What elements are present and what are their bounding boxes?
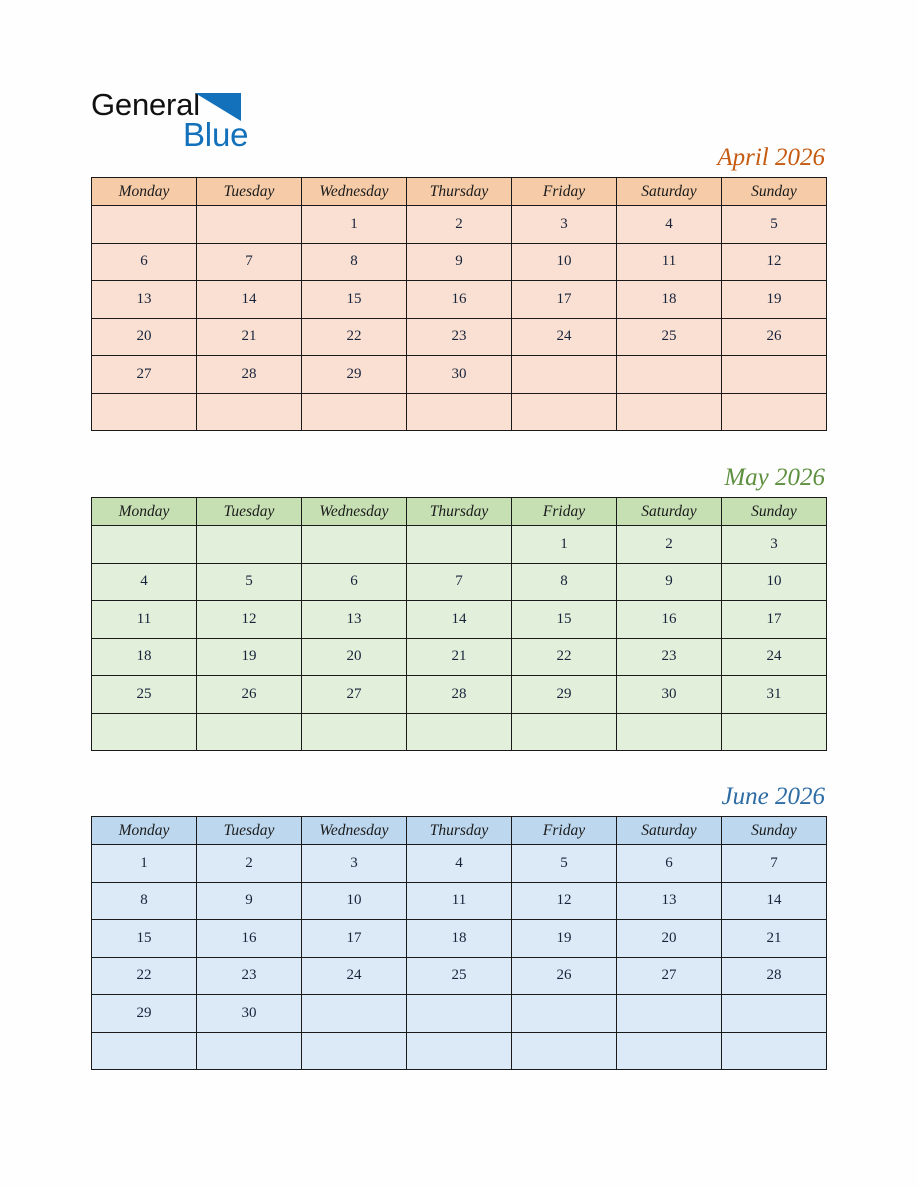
- day-cell[interactable]: 27: [302, 676, 407, 714]
- day-cell[interactable]: [407, 526, 512, 564]
- day-cell[interactable]: 16: [407, 281, 512, 319]
- logo-text-general: General: [91, 87, 200, 122]
- day-cell[interactable]: [722, 356, 827, 394]
- weekday-header-monday: Monday: [92, 498, 197, 526]
- day-cell[interactable]: 7: [407, 563, 512, 601]
- day-cell[interactable]: 20: [302, 638, 407, 676]
- day-cell[interactable]: 26: [197, 676, 302, 714]
- day-cell[interactable]: 25: [92, 676, 197, 714]
- day-cell[interactable]: 24: [722, 638, 827, 676]
- day-cell[interactable]: 7: [197, 243, 302, 281]
- day-cell[interactable]: 2: [617, 526, 722, 564]
- day-cell[interactable]: [722, 1032, 827, 1070]
- day-cell[interactable]: 13: [617, 882, 722, 920]
- calendar-table-may: [91, 497, 827, 751]
- day-cell[interactable]: [617, 1032, 722, 1070]
- month-title-may: May 2026: [724, 464, 825, 491]
- week-row: [92, 563, 827, 601]
- week-row: [92, 318, 827, 356]
- day-cell[interactable]: 11: [92, 601, 197, 639]
- day-cell[interactable]: 6: [92, 243, 197, 281]
- day-cell[interactable]: 18: [92, 638, 197, 676]
- day-cell[interactable]: 24: [512, 318, 617, 356]
- day-cell[interactable]: 14: [722, 882, 827, 920]
- day-cell[interactable]: 11: [617, 243, 722, 281]
- day-cell[interactable]: 20: [92, 318, 197, 356]
- weekday-header-wednesday: Wednesday: [302, 178, 407, 206]
- day-cell[interactable]: [512, 995, 617, 1033]
- day-cell[interactable]: 16: [197, 920, 302, 958]
- weekday-header-row: [92, 498, 827, 526]
- month-title-april: April 2026: [717, 144, 825, 171]
- weekday-header-tuesday: Tuesday: [197, 498, 302, 526]
- day-cell[interactable]: 27: [617, 957, 722, 995]
- day-cell[interactable]: [407, 713, 512, 751]
- day-cell[interactable]: [512, 393, 617, 431]
- day-cell[interactable]: 26: [722, 318, 827, 356]
- day-cell[interactable]: 23: [197, 957, 302, 995]
- weekday-header-saturday: Saturday: [617, 817, 722, 845]
- day-cell[interactable]: 5: [722, 206, 827, 244]
- day-cell[interactable]: 28: [407, 676, 512, 714]
- day-cell[interactable]: 3: [512, 206, 617, 244]
- day-cell[interactable]: 8: [512, 563, 617, 601]
- calendar-table-april: [91, 177, 827, 431]
- day-cell[interactable]: [407, 995, 512, 1033]
- day-cell[interactable]: 14: [407, 601, 512, 639]
- day-cell[interactable]: 10: [722, 563, 827, 601]
- weekday-header-thursday: Thursday: [407, 178, 512, 206]
- weekday-header-sunday: Sunday: [722, 817, 827, 845]
- weekday-header-sunday: Sunday: [722, 498, 827, 526]
- week-row: [92, 281, 827, 319]
- day-cell[interactable]: 15: [302, 281, 407, 319]
- day-cell[interactable]: 9: [197, 882, 302, 920]
- day-cell[interactable]: [92, 393, 197, 431]
- day-cell[interactable]: 3: [722, 526, 827, 564]
- day-cell[interactable]: 1: [302, 206, 407, 244]
- day-cell[interactable]: 18: [617, 281, 722, 319]
- day-cell[interactable]: 22: [302, 318, 407, 356]
- day-cell[interactable]: 1: [92, 845, 197, 883]
- weekday-header-saturday: Saturday: [617, 178, 722, 206]
- day-cell[interactable]: [197, 713, 302, 751]
- day-cell[interactable]: 17: [722, 601, 827, 639]
- weekday-header-friday: Friday: [512, 817, 617, 845]
- day-cell[interactable]: 20: [617, 920, 722, 958]
- day-cell[interactable]: [512, 1032, 617, 1070]
- day-cell[interactable]: 26: [512, 957, 617, 995]
- day-cell[interactable]: 12: [197, 601, 302, 639]
- day-cell[interactable]: 11: [407, 882, 512, 920]
- day-cell[interactable]: 5: [512, 845, 617, 883]
- day-cell[interactable]: 22: [512, 638, 617, 676]
- day-cell[interactable]: 13: [92, 281, 197, 319]
- day-cell[interactable]: 30: [617, 676, 722, 714]
- day-cell[interactable]: 12: [722, 243, 827, 281]
- day-cell[interactable]: 29: [92, 995, 197, 1033]
- day-cell[interactable]: 15: [512, 601, 617, 639]
- day-cell[interactable]: 14: [197, 281, 302, 319]
- weekday-header-tuesday: Tuesday: [197, 817, 302, 845]
- day-cell[interactable]: [512, 356, 617, 394]
- day-cell[interactable]: 12: [512, 882, 617, 920]
- day-cell[interactable]: 23: [407, 318, 512, 356]
- day-cell[interactable]: 6: [617, 845, 722, 883]
- week-row: [92, 601, 827, 639]
- day-cell[interactable]: 3: [302, 845, 407, 883]
- day-cell[interactable]: [92, 1032, 197, 1070]
- day-cell[interactable]: 4: [617, 206, 722, 244]
- day-cell[interactable]: [302, 713, 407, 751]
- day-cell[interactable]: [197, 393, 302, 431]
- day-cell[interactable]: 5: [197, 563, 302, 601]
- day-cell[interactable]: [722, 713, 827, 751]
- day-cell[interactable]: [302, 1032, 407, 1070]
- day-cell[interactable]: 21: [407, 638, 512, 676]
- day-cell[interactable]: 27: [92, 356, 197, 394]
- weekday-header-wednesday: Wednesday: [302, 498, 407, 526]
- day-cell[interactable]: 17: [302, 920, 407, 958]
- day-cell[interactable]: 9: [407, 243, 512, 281]
- day-cell[interactable]: 9: [617, 563, 722, 601]
- week-row: [92, 713, 827, 751]
- day-cell[interactable]: 10: [302, 882, 407, 920]
- day-cell[interactable]: 21: [197, 318, 302, 356]
- weekday-header-saturday: Saturday: [617, 498, 722, 526]
- day-cell[interactable]: 23: [617, 638, 722, 676]
- weekday-header-friday: Friday: [512, 498, 617, 526]
- day-cell[interactable]: [512, 713, 617, 751]
- day-cell[interactable]: 17: [512, 281, 617, 319]
- week-row: [92, 995, 827, 1033]
- weekday-header-friday: Friday: [512, 178, 617, 206]
- day-cell[interactable]: [302, 526, 407, 564]
- day-cell[interactable]: 29: [512, 676, 617, 714]
- day-cell[interactable]: 25: [407, 957, 512, 995]
- day-cell[interactable]: 28: [197, 356, 302, 394]
- weekday-header-sunday: Sunday: [722, 178, 827, 206]
- day-cell[interactable]: [92, 713, 197, 751]
- day-cell[interactable]: [302, 995, 407, 1033]
- week-row: [92, 526, 827, 564]
- weekday-header-tuesday: Tuesday: [197, 178, 302, 206]
- logo-text-blue: Blue: [183, 116, 249, 153]
- day-cell[interactable]: [617, 393, 722, 431]
- day-cell[interactable]: 18: [407, 920, 512, 958]
- day-cell[interactable]: 15: [92, 920, 197, 958]
- day-cell[interactable]: 6: [302, 563, 407, 601]
- week-row: [92, 356, 827, 394]
- day-cell[interactable]: [197, 1032, 302, 1070]
- week-row: [92, 206, 827, 244]
- month-block-june: [91, 780, 827, 1070]
- day-cell[interactable]: 21: [722, 920, 827, 958]
- week-row: [92, 957, 827, 995]
- week-row: [92, 638, 827, 676]
- day-cell[interactable]: 2: [197, 845, 302, 883]
- week-row: [92, 882, 827, 920]
- month-title-june: June 2026: [721, 783, 825, 810]
- day-cell[interactable]: [407, 1032, 512, 1070]
- day-cell[interactable]: 22: [92, 957, 197, 995]
- day-cell[interactable]: 19: [722, 281, 827, 319]
- day-cell[interactable]: 4: [407, 845, 512, 883]
- day-cell[interactable]: [302, 393, 407, 431]
- day-cell[interactable]: 25: [617, 318, 722, 356]
- day-cell[interactable]: 8: [92, 882, 197, 920]
- weekday-header-thursday: Thursday: [407, 817, 512, 845]
- day-cell[interactable]: 30: [197, 995, 302, 1033]
- week-row: [92, 920, 827, 958]
- day-cell[interactable]: [617, 995, 722, 1033]
- day-cell[interactable]: 10: [512, 243, 617, 281]
- weekday-header-wednesday: Wednesday: [302, 817, 407, 845]
- week-row: [92, 845, 827, 883]
- day-cell[interactable]: [92, 526, 197, 564]
- day-cell[interactable]: [407, 393, 512, 431]
- day-cell[interactable]: 29: [302, 356, 407, 394]
- day-cell[interactable]: 13: [302, 601, 407, 639]
- week-row: [92, 676, 827, 714]
- day-cell[interactable]: 28: [722, 957, 827, 995]
- month-block-april: [91, 141, 827, 431]
- week-row: [92, 1032, 827, 1070]
- weekday-header-monday: Monday: [92, 817, 197, 845]
- day-cell[interactable]: 2: [407, 206, 512, 244]
- day-cell[interactable]: 7: [722, 845, 827, 883]
- week-row: [92, 393, 827, 431]
- day-cell[interactable]: 19: [197, 638, 302, 676]
- day-cell[interactable]: [617, 356, 722, 394]
- day-cell[interactable]: 16: [617, 601, 722, 639]
- day-cell[interactable]: 24: [302, 957, 407, 995]
- day-cell[interactable]: 30: [407, 356, 512, 394]
- day-cell[interactable]: [197, 206, 302, 244]
- weekday-header-monday: Monday: [92, 178, 197, 206]
- weekday-header-thursday: Thursday: [407, 498, 512, 526]
- day-cell[interactable]: [617, 713, 722, 751]
- day-cell[interactable]: 1: [512, 526, 617, 564]
- weekday-header-row: [92, 817, 827, 845]
- day-cell[interactable]: 4: [92, 563, 197, 601]
- day-cell[interactable]: [92, 206, 197, 244]
- calendar-table-june: [91, 816, 827, 1070]
- month-block-may: [91, 461, 827, 751]
- week-row: [92, 243, 827, 281]
- day-cell[interactable]: 8: [302, 243, 407, 281]
- day-cell[interactable]: 19: [512, 920, 617, 958]
- day-cell[interactable]: [197, 526, 302, 564]
- day-cell[interactable]: [722, 393, 827, 431]
- weekday-header-row: [92, 178, 827, 206]
- day-cell[interactable]: 31: [722, 676, 827, 714]
- day-cell[interactable]: [722, 995, 827, 1033]
